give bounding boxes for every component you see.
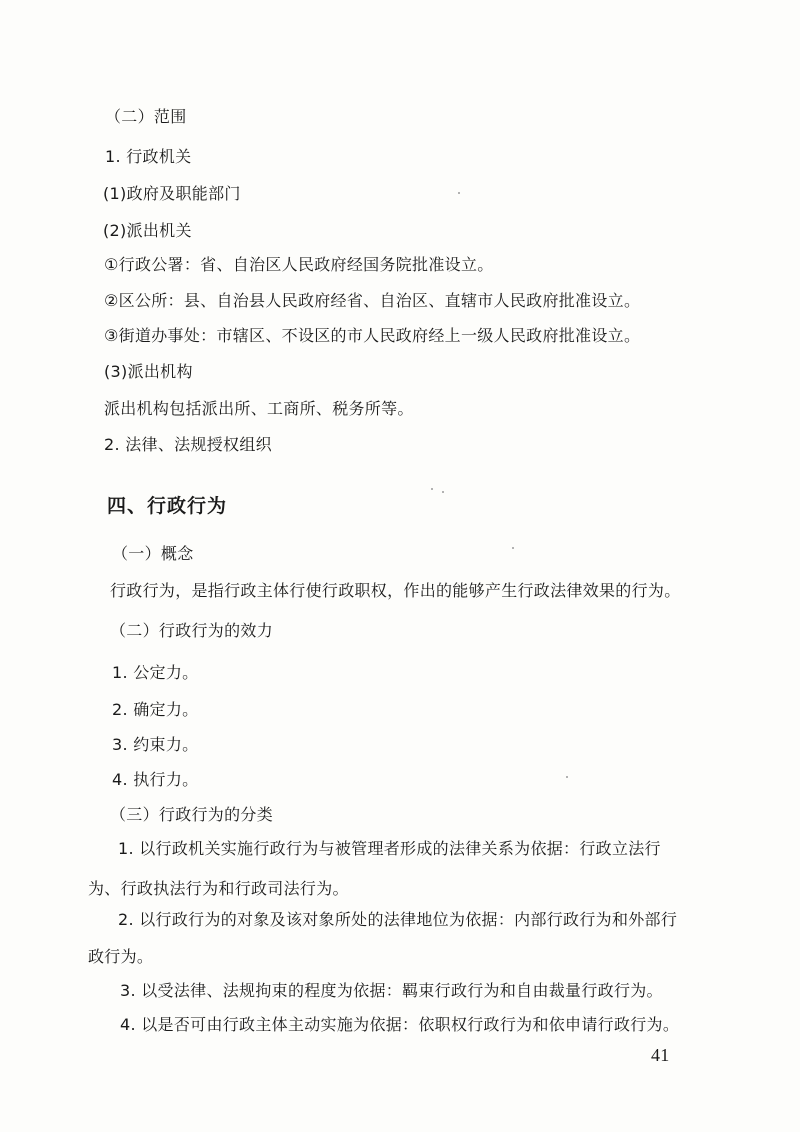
paragraph-continuation: 为、行政执法行为和行政司法行为。 xyxy=(88,879,349,898)
list-item: 4. 执行力。 xyxy=(112,770,199,789)
page-number: 41 xyxy=(651,1045,670,1065)
list-item: 2. 确定力。 xyxy=(112,700,199,719)
list-item: 3. 约束力。 xyxy=(112,735,199,754)
chapter-heading: 四、行政行为 xyxy=(107,495,228,517)
list-item: (3)派出机构 xyxy=(104,362,193,381)
paragraph: 2. 以行政行为的对象及该对象所处的法律地位为依据：内部行政行为和外部行 xyxy=(118,910,678,929)
paragraph: 行政行为，是指行政主体行使行政职权，作出的能够产生行政法律效果的行为。 xyxy=(110,581,681,600)
section-heading-concept: （一）概念 xyxy=(112,544,194,563)
scan-speck xyxy=(566,776,568,778)
list-item: (1)政府及职能部门 xyxy=(103,184,241,203)
scan-speck xyxy=(458,192,460,194)
paragraph: 4. 以是否可由行政主体主动实施为依据：依职权行政行为和依申请行政行为。 xyxy=(120,1015,680,1034)
paragraph: 派出机构包括派出所、工商所、税务所等。 xyxy=(104,399,414,418)
paragraph: 1. 以行政机关实施行政行为与被管理者形成的法律关系为依据：行政立法行 xyxy=(118,839,661,858)
scan-speck xyxy=(512,547,514,549)
section-heading-effect: （二）行政行为的效力 xyxy=(110,621,274,640)
list-item: 2. 法律、法规授权组织 xyxy=(104,435,272,454)
list-item: 1. 行政机关 xyxy=(105,147,192,166)
scan-speck xyxy=(431,488,433,490)
section-heading-scope: （二）范围 xyxy=(105,107,187,126)
scan-speck xyxy=(442,491,444,493)
section-heading-classification: （三）行政行为的分类 xyxy=(110,805,274,824)
list-item: 1. 公定力。 xyxy=(112,663,199,682)
list-item: ①行政公署：省、自治区人民政府经国务院批准设立。 xyxy=(104,255,494,274)
list-item: ②区公所：县、自治县人民政府经省、自治区、直辖市人民政府批准设立。 xyxy=(104,291,641,310)
list-item: ③街道办事处：市辖区、不设区的市人民政府经上一级人民政府批准设立。 xyxy=(104,326,641,345)
paragraph: 3. 以受法律、法规拘束的程度为依据：羁束行政行为和自由裁量行政行为。 xyxy=(120,981,663,1000)
paragraph-continuation: 政行为。 xyxy=(88,947,154,966)
list-item: (2)派出机关 xyxy=(103,221,192,240)
